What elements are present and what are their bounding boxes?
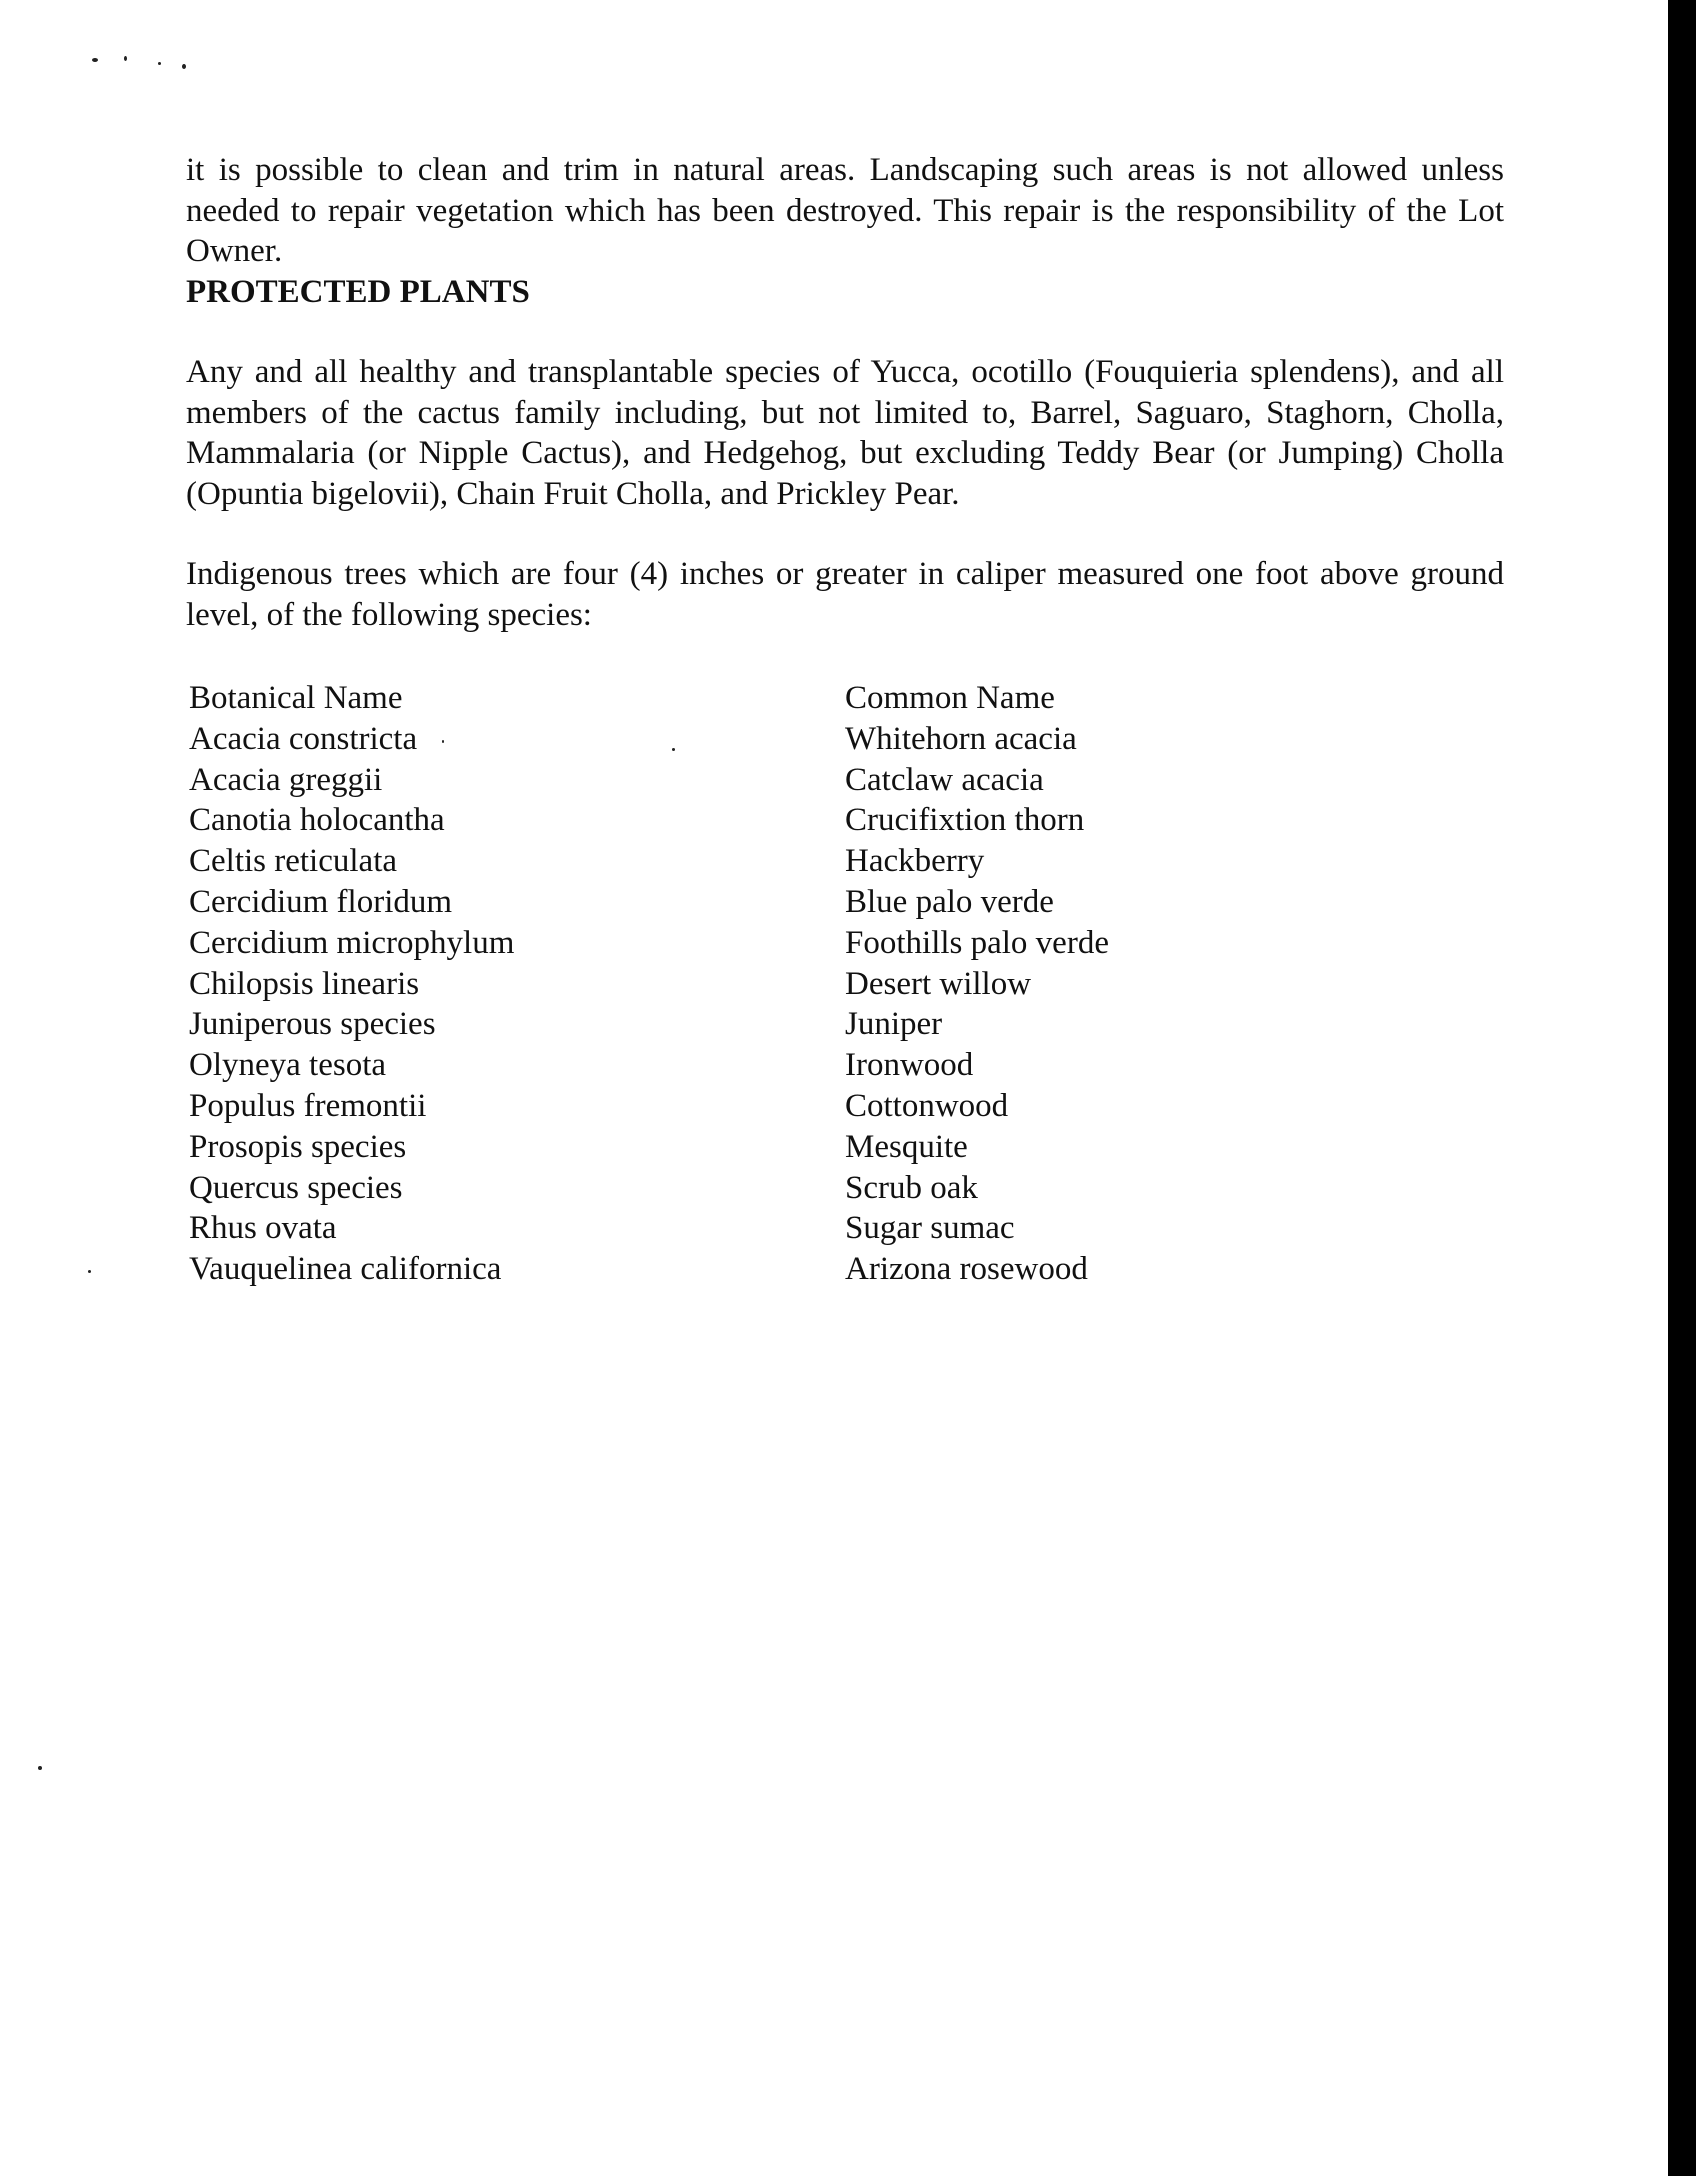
scan-speck	[92, 58, 98, 62]
paragraph-indigenous-trees: Indigenous trees which are four (4) inches or greater in caliper measured one foot above ground level, of the following species:	[186, 556, 1504, 633]
botanical-name: Vauquelinea californica	[189, 1251, 502, 1288]
scan-speck	[38, 1766, 42, 1770]
botanical-name: Juniperous species	[189, 1006, 436, 1043]
botanical-name: Rhus ovata	[189, 1210, 337, 1247]
botanical-name: Celtis reticulata	[189, 843, 398, 880]
species-row	[189, 1168, 1289, 1209]
species-row	[189, 841, 1289, 882]
species-row	[189, 1208, 1289, 1249]
botanical-name: Cercidium floridum	[189, 883, 453, 920]
header-botanical-name: Botanical Name	[189, 680, 403, 716]
scan-speck	[124, 56, 127, 61]
common-name: Cottonwood	[845, 1087, 1009, 1124]
header-common-name: Common Name	[845, 680, 1055, 716]
scan-speck	[158, 62, 161, 65]
common-name: Ironwood	[845, 1047, 974, 1084]
common-name: Desert willow	[845, 965, 1032, 1002]
common-name: Foothills palo verde	[845, 924, 1109, 961]
botanical-name: Quercus species	[189, 1169, 403, 1206]
common-name: Mesquite	[845, 1128, 968, 1165]
common-name: Sugar sumac	[845, 1210, 1015, 1247]
species-row	[189, 719, 1289, 760]
species-row	[189, 923, 1289, 964]
species-row	[189, 1045, 1289, 1086]
common-name: Whitehorn acacia	[845, 720, 1077, 757]
section-heading-protected-plants: PROTECTED PLANTS	[186, 274, 530, 310]
botanical-name: Cercidium microphylum	[189, 924, 515, 961]
botanical-name: Olyneya tesota	[189, 1047, 387, 1084]
scan-speck	[182, 64, 186, 69]
botanical-name: Acacia greggii	[189, 761, 383, 798]
paragraph-protected-plants: Any and all healthy and transplantable species of Yucca, ocotillo (Fouquieria splendens), and all members of the cactus family including, but not limited to, Barrel, Saguaro, Staghorn, Cholla, Mammalaria (or Nipple Cactus), and Hedgehog, but excluding Teddy Bear (or Jumping) Cholla (Opuntia bigelovii), Chain Fruit Cholla, and Prickley Pear.	[186, 354, 1504, 512]
species-row	[189, 1086, 1289, 1127]
common-name: Hackberry	[845, 843, 985, 880]
botanical-name: Acacia constricta	[189, 720, 418, 757]
paragraph-intro: it is possible to clean and trim in natural areas. Landscaping such areas is not allowed unless needed to repair vegetation which has been destroyed. This repair is the responsibility of the Lot Owner.	[186, 152, 1504, 269]
species-row	[189, 1249, 1289, 1290]
scan-edge-border	[1668, 0, 1696, 2176]
common-name: Blue palo verde	[845, 883, 1054, 920]
botanical-name: Chilopsis linearis	[189, 965, 420, 1002]
common-name: Catclaw acacia	[845, 761, 1044, 798]
species-row	[189, 760, 1289, 801]
species-row	[189, 1004, 1289, 1045]
common-name: Arizona rosewood	[845, 1251, 1088, 1288]
species-row	[189, 800, 1289, 841]
species-row	[189, 964, 1289, 1005]
common-name: Crucifixtion thorn	[845, 802, 1085, 839]
botanical-name: Prosopis species	[189, 1128, 407, 1165]
botanical-name: Canotia holocantha	[189, 802, 445, 839]
common-name: Scrub oak	[845, 1169, 978, 1206]
scan-speck	[88, 1270, 91, 1273]
species-row	[189, 882, 1289, 923]
common-name: Juniper	[845, 1006, 943, 1043]
species-table	[189, 678, 1289, 1290]
species-row	[189, 1127, 1289, 1168]
botanical-name: Populus fremontii	[189, 1087, 427, 1124]
species-table-header	[189, 678, 1289, 719]
